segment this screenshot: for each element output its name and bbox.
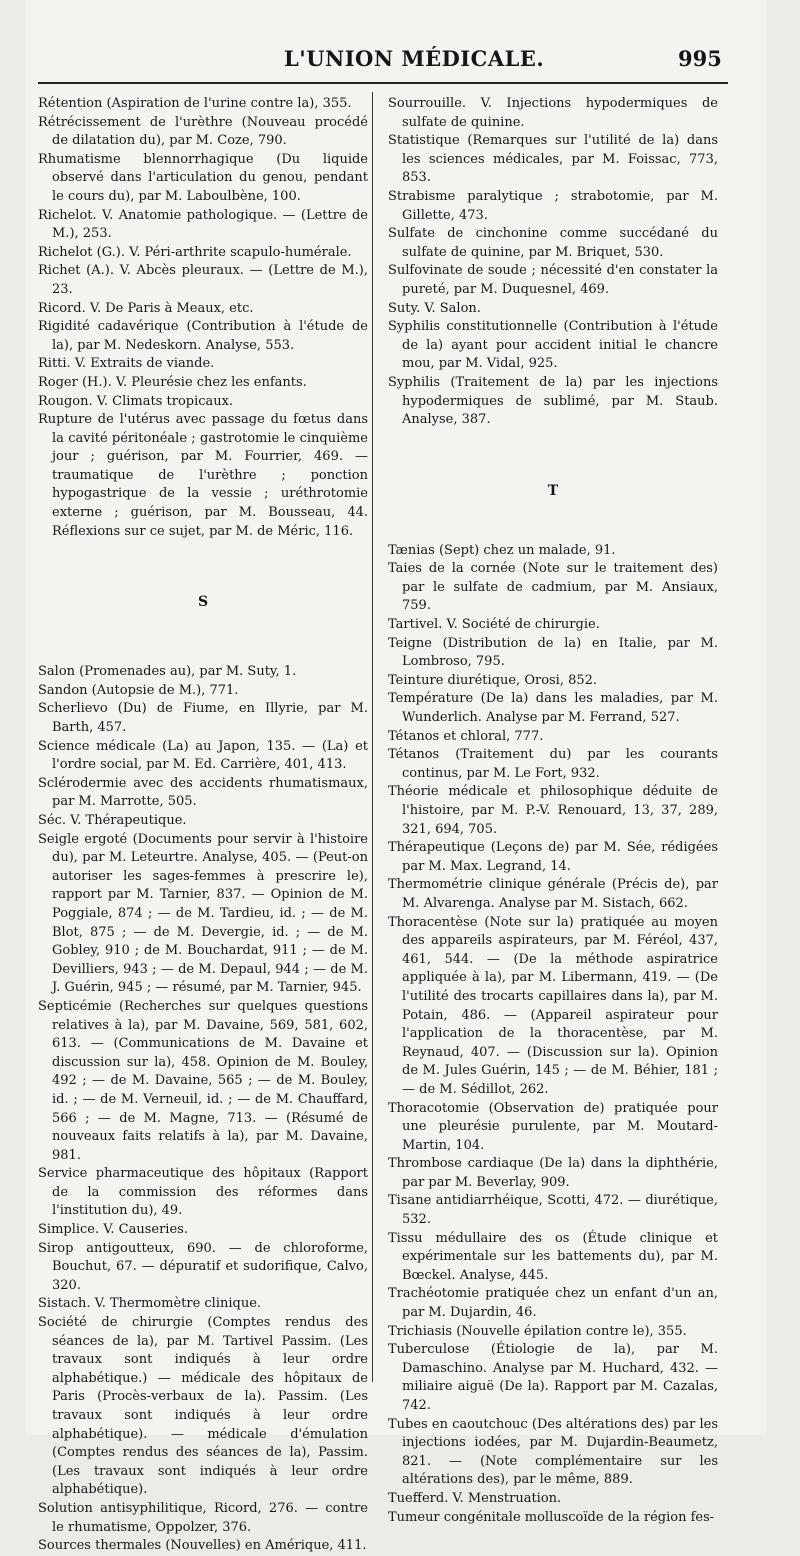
- index-entry: Sulfate de cinchonine comme succédané du sulfate de quinine, par M. Briquet, 530.: [388, 226, 718, 260]
- index-entry: Tisane antidiarrhéique, Scotti, 472. — diurétique, 532.: [388, 1193, 718, 1228]
- index-entry: Rétention (Aspiration de l'urine contre la), 355.: [38, 96, 352, 111]
- right-entries-s: [388, 95, 718, 430]
- page-number: 995: [678, 46, 722, 71]
- index-page: [26, 0, 766, 1554]
- index-entry: Rigidité cadavérique (Contribution à l'étude de la), par M. Nedeskorn. Analyse, 553.: [38, 319, 368, 353]
- index-entry: Sources thermales (Nouvelles) en Amérique, 411.: [38, 1538, 367, 1554]
- column-divider: [372, 92, 373, 1382]
- section-letter-t: T: [547, 482, 559, 499]
- index-entry: Sandon (Autopsie de M.), 771.: [38, 682, 239, 698]
- index-entry: Richelot. V. Anatomie pathologique. — (Lettre de M.), 253.: [38, 207, 368, 242]
- running-title: L'UNION MÉDICALE.: [284, 46, 545, 71]
- index-entry: Société de chirurgie (Comptes rendus des séances de la), par M. Tartivel Passim. (Les travaux sont indiqués à leur ordre alphabétique.) — médicale des hôpitaux de Paris (Procès-verbaux de la). Passim. (Les travaux sont indiqués à leur ordre alphabétique). — médicale d'émulation (Comptes rendus des séances de la), Passim. (Les travaux sont indiqués à leur ordre alphabétique).: [38, 1315, 368, 1498]
- index-entry: Rhumatisme blennorrhagique (Du liquide observé dans l'articulation du genou, pendant le cours du), par M. Laboulbène, 100.: [38, 151, 368, 204]
- index-entry: Trichiasis (Nouvelle épilation contre le), 355.: [388, 1323, 687, 1339]
- index-entry: Simplice. V. Causeries.: [38, 1222, 188, 1238]
- index-entry: Sourrouille. V. Injections hypodermiques de sulfate de quinine.: [388, 96, 718, 130]
- index-entry: Scherlievo (Du) de Fiume, en Illyrie, par M. Barth, 457.: [38, 701, 368, 736]
- index-entry: Tænias (Sept) chez un malade, 91.: [388, 542, 616, 558]
- index-entry: Théorie médicale et philosophique déduite de l'histoire, par M. P.-V. Renouard, 13, 37, 289, 321, 694, 705.: [388, 784, 718, 837]
- index-entry: Roger (H.). V. Pleurésie chez les enfants.: [38, 374, 307, 390]
- index-entry: Séc. V. Thérapeutique.: [38, 813, 187, 828]
- index-entry: Trachéotomie pratiquée chez un enfant d'un an, par M. Dujardin, 46.: [388, 1286, 718, 1321]
- index-entry: Tuefferd. V. Menstruation.: [388, 1490, 562, 1506]
- index-entry: Thermométrie clinique générale (Précis de), par M. Alvarenga. Analyse par M. Sistach, 662.: [388, 877, 718, 911]
- index-entry: Syphilis (Traitement de la) par les injections hypodermiques de sublimé, par M. Staub. Analyse, 387.: [388, 374, 718, 428]
- index-entry: Thérapeutique (Leçons de) par M. Sée, rédigées par M. Max. Legrand, 14.: [388, 840, 718, 874]
- left-entries-s: [38, 663, 368, 1556]
- index-entry: Thoracentèse (Note sur la) pratiquée au moyen des appareils aspirateurs, par M. Féréol, 437, 461, 544. — (De la méthode aspiratrice appliquée à la), par M. Libermann, 419. — (De l'utilité des trocarts capillaires dans la), par M. Potain, 486. — (Appareil aspirateur pour l'application de la thoracentèse, par M. Reynaud, 407. — (Discussion sur la). Opinion de M. Jules Guérin, 145 ; — de M. Béhier, 181 ; — de M. Sédillot, 262.: [388, 914, 718, 1097]
- index-entry: Strabisme paralytique ; strabotomie, par M. Gillette, 473.: [388, 188, 718, 223]
- index-entry: Thoracotomie (Observation de) pratiquée pour une pleurésie purulente, par M. Moutard-Martin, 104.: [388, 1100, 718, 1153]
- index-entry: Salon (Promenades au), par M. Suty, 1.: [38, 664, 297, 680]
- index-entry: Sirop antigoutteux, 690. — de chloroforme, Bouchut, 67. — dépuratif et sudorifique, Calvo, 320.: [38, 1240, 368, 1293]
- index-entry: Statistique (Remarques sur l'utilité de la) dans les sciences médicales, par M. Foissac, 773, 853.: [388, 133, 718, 186]
- index-entry: Sclérodermie avec des accidents rhumatismaux, par M. Marrotte, 505.: [38, 775, 368, 810]
- index-entry: Teigne (Distribution de la) en Italie, par M. Lombroso, 795.: [388, 635, 718, 670]
- index-entry: Tumeur congénitale molluscoïde de la région fes-: [388, 1509, 715, 1525]
- index-entry: Ricord. V. De Paris à Meaux, etc.: [38, 300, 254, 316]
- index-entry: Température (De la) dans les maladies, par M. Wunderlich. Analyse par M. Ferrand, 527.: [388, 691, 718, 726]
- index-entry: Sulfovinate de soude ; nécessité d'en constater la pureté, par M. Duquesnel, 469.: [388, 263, 718, 297]
- section-letter-s: S: [197, 594, 209, 611]
- index-entry: Richelot (G.). V. Péri-arthrite scapulo-humérale.: [38, 244, 352, 260]
- index-entry: Richet (A.). V. Abcès pleuraux. — (Lettre de M.), 23.: [38, 263, 368, 297]
- index-entry: Solution antisyphilitique, Ricord, 276. — contre le rhumatisme, Oppolzer, 376.: [38, 1500, 368, 1535]
- index-entry: Septicémie (Recherches sur quelques questions relatives à la), par M. Davaine, 569, 581, 602, 613. — (Communications de M. Davaine et discussion sur la), 458. Opinion de M. Bouley, 492 ; — de M. Davaine, 565 ; — de M. Bouley, id. ; — de M. Verneuil, id. ; — de M. Chauffard, 566 ; — de M. Magne, 713. — (Résumé de nouveaux faits relatifs à la), par M. Davaine, 981.: [38, 998, 368, 1163]
- index-entry: Science médicale (La) au Japon, 135. — (La) et l'ordre social, par M. Ed. Carrière, 401, 413.: [38, 738, 368, 773]
- index-entry: Tubes en caoutchouc (Des altérations des) par les injections iodées, par M. Dujardin-Beaumetz, 821. — (Note complémentaire sur les altérations des), par le même, 889.: [388, 1416, 718, 1488]
- right-column: [388, 95, 718, 1527]
- left-entries-r: [38, 95, 368, 541]
- index-entry: Rougon. V. Climats tropicaux.: [38, 393, 234, 409]
- index-entry: Tuberculose (Étiologie de la), par M. Damaschino. Analyse par M. Huchard, 432. — miliaire aiguë (De la). Rapport par M. Cazalas, 742.: [388, 1342, 718, 1413]
- right-entries-t: [388, 542, 718, 1527]
- index-entry: Thrombose cardiaque (De la) dans la diphthérie, par par M. Beverlay, 909.: [388, 1156, 718, 1190]
- index-entry: Rétrécissement de l'urèthre (Nouveau procédé de dilatation du), par M. Coze, 790.: [38, 114, 368, 149]
- index-entry: Ritti. V. Extraits de viande.: [38, 356, 215, 372]
- index-entry: Tissu médullaire des os (Étude clinique et expérimentale sur les battements du), par M. Bœckel. Analyse, 445.: [388, 1230, 718, 1283]
- index-entry: Suty. V. Salon.: [388, 300, 481, 316]
- index-entry: Tartivel. V. Société de chirurgie.: [388, 617, 600, 633]
- index-entry: Rupture de l'utérus avec passage du fœtus dans la cavité péritonéale ; gastrotomie le cinquième jour ; guérison, par M. Fourrier, 469. — traumatique de l'urèthre ; ponction hypogastrique de la vessie ; uréthrotomie externe ; guérison, par M. Bousseau, 44. Réflexions sur ce sujet, par M. de Méric, 116.: [38, 412, 368, 539]
- index-entry: Taies de la cornée (Note sur le traitement des) par le sulfate de cadmium, par M. Ansiaux, 759.: [388, 561, 718, 614]
- index-entry: Service pharmaceutique des hôpitaux (Rapport de la commission des réformes dans l'institution du), 49.: [38, 1166, 368, 1219]
- index-entry: Teinture diurétique, Orosi, 852.: [388, 672, 598, 688]
- index-entry: Seigle ergoté (Documents pour servir à l'histoire du), par M. Leteurtre. Analyse, 405. — (Peut-on autoriser les sages-femmes à prescrire le), rapport par M. Tarnier, 837. — Opinion de M. Poggiale, 874 ; — de M. Tardieu, id. ; — de M. Blot, 875 ; — de M. Devergie, id. ; — de M. Gobley, 910 ; de M. Bouchardat, 911 ; — de M. Devilliers, 943 ; — de M. Depaul, 944 ; — de M. J. Guérin, 945 ; — résumé, par M. Tarnier, 945.: [38, 831, 368, 996]
- left-column: [38, 95, 368, 1556]
- index-entry: Tétanos (Traitement du) par les courants continus, par M. Le Fort, 932.: [388, 747, 718, 781]
- header-rule: [38, 82, 728, 84]
- index-entry: Tétanos et chloral, 777.: [388, 728, 544, 744]
- index-entry: Sistach. V. Thermomètre clinique.: [38, 1296, 262, 1312]
- index-entry: Syphilis constitutionnelle (Contribution à l'étude de la) ayant pour accident initial le chancre mou, par M. Vidal, 925.: [388, 319, 718, 372]
